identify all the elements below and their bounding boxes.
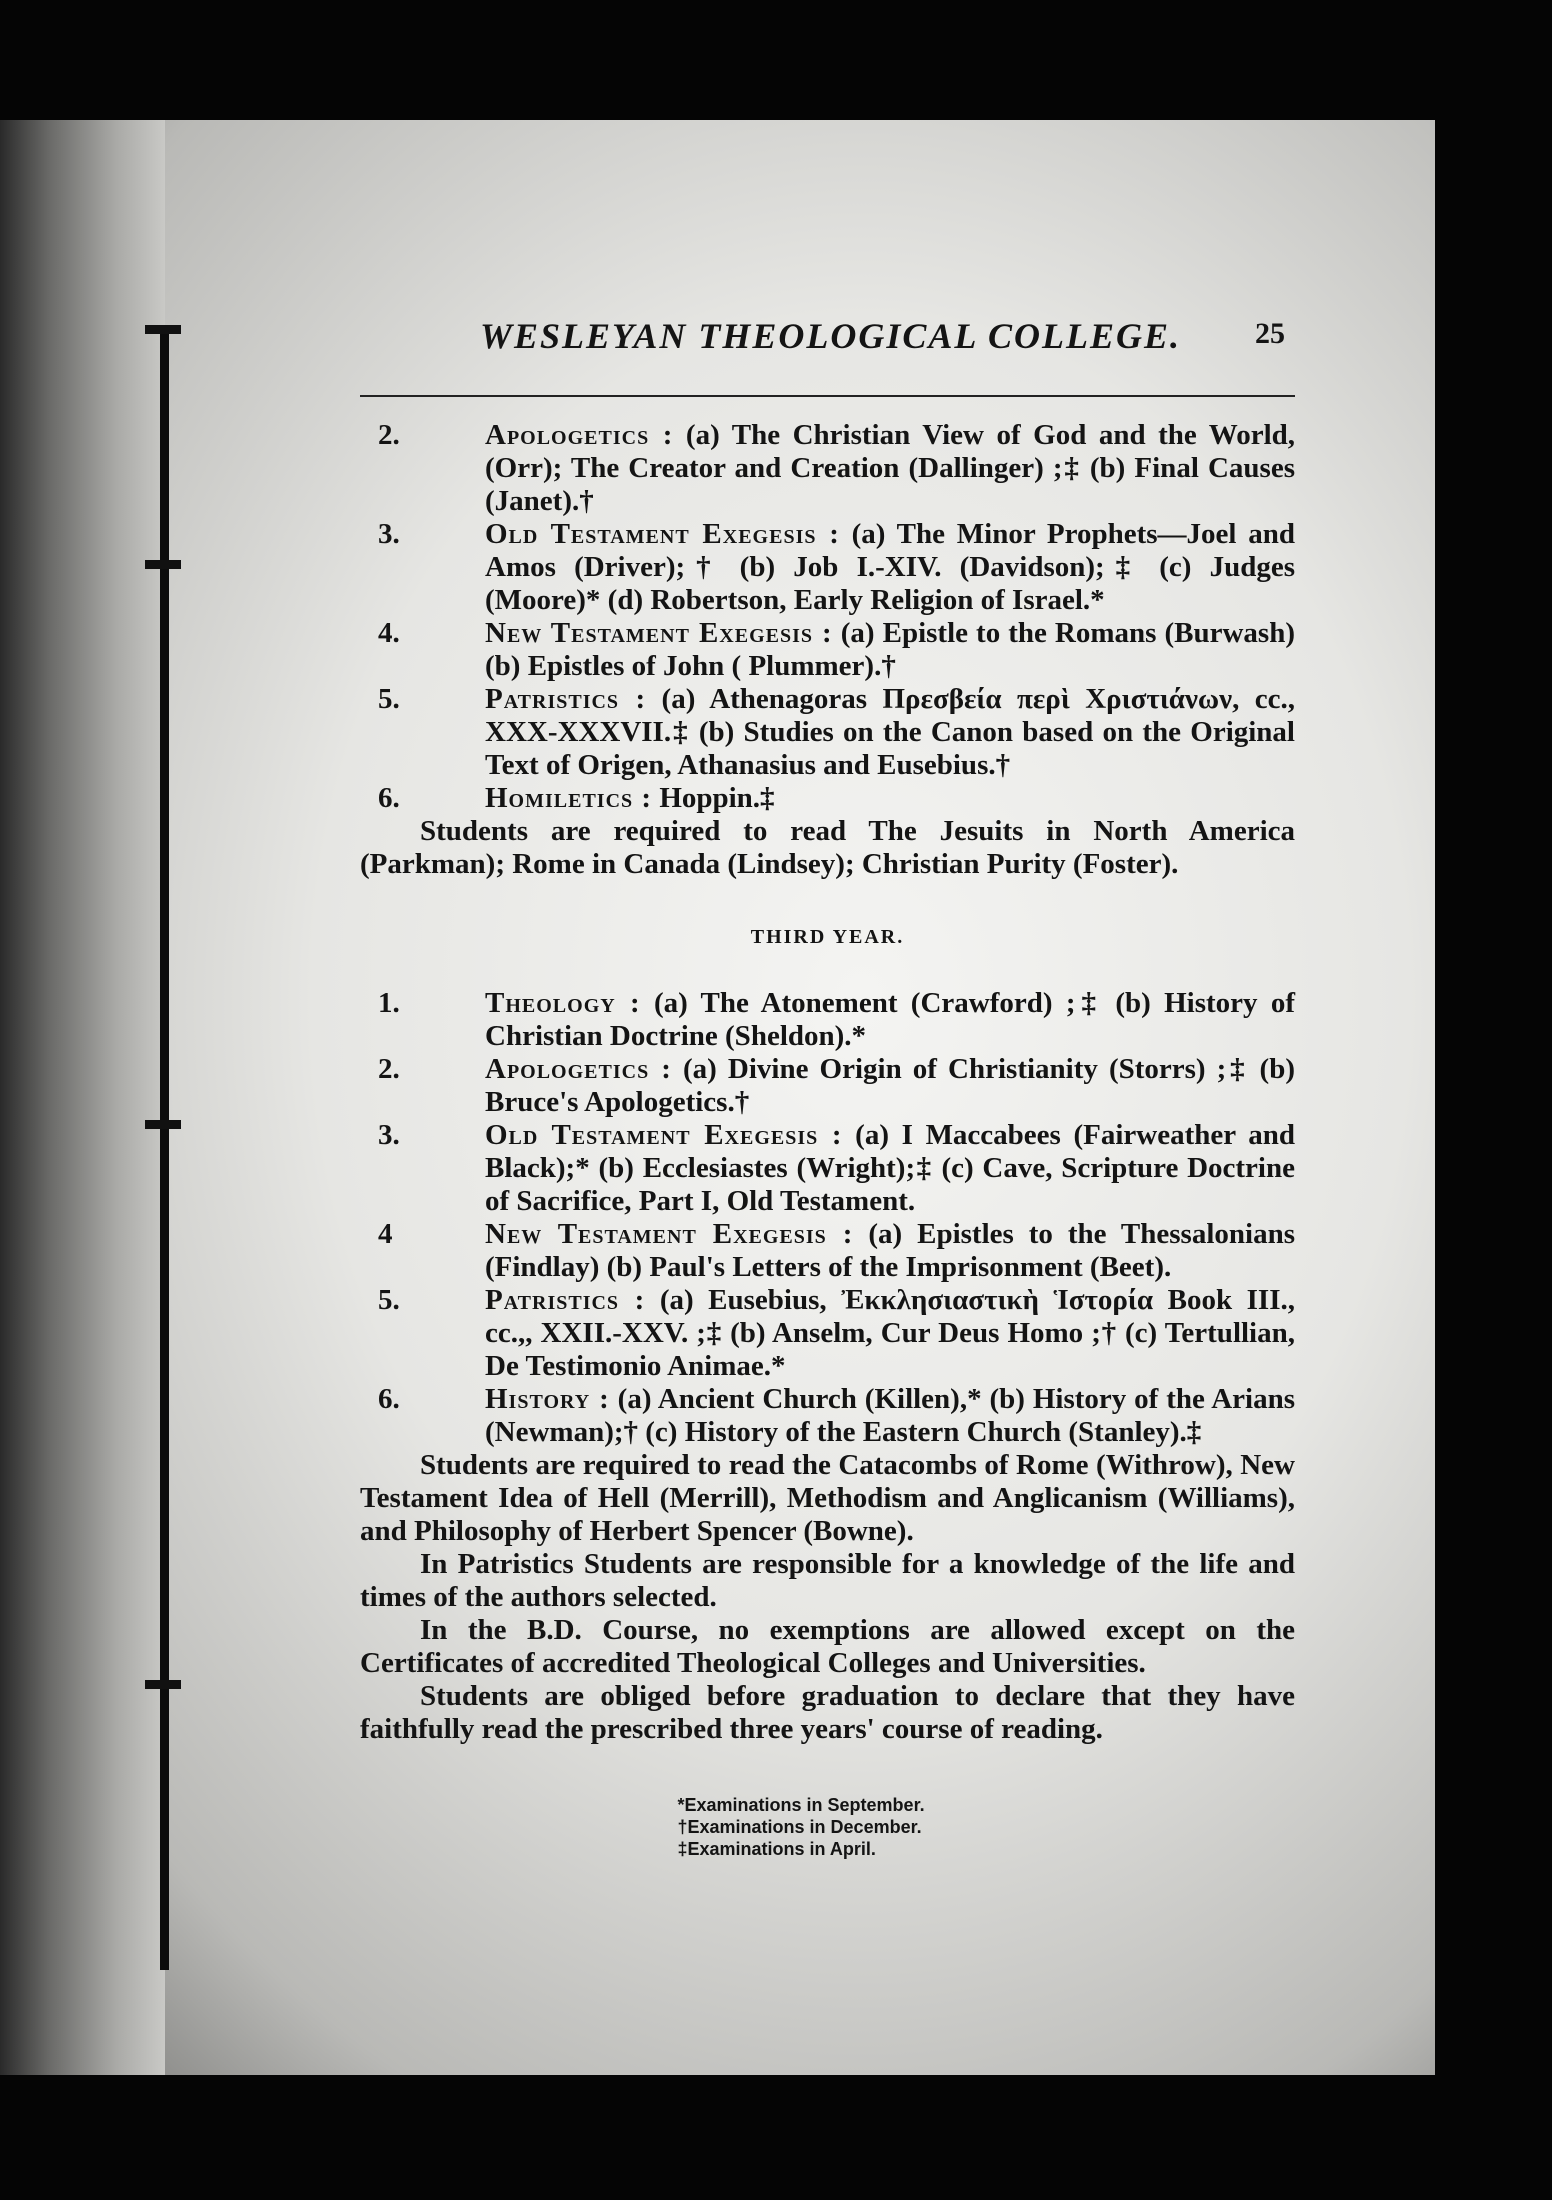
- book-spine: [160, 330, 169, 1970]
- course-entry: [360, 518, 1295, 617]
- footnotes: [360, 1794, 1295, 1860]
- course-entry: [360, 1218, 1295, 1284]
- course-entry: [360, 987, 1295, 1053]
- subject-label: Patristics :: [485, 1284, 646, 1316]
- reading-requirement: Students are required to read The Jesuits in North America (Parkman); Rome in Canada (Lindsey); Christian Purity (Foster).: [360, 815, 1295, 880]
- footnote: ‡Examinations in April.: [677, 1839, 876, 1859]
- course-entry: [360, 1284, 1295, 1383]
- entry-text: (a) Epistles to the Thessalonians (Findlay) (b) Paul's Letters of the Imprisonment (Beet).: [485, 1218, 1295, 1283]
- page-header: [360, 315, 1295, 397]
- course-entry: [360, 419, 1295, 518]
- entry-text: (a) The Christian View of God and the World, (Orr); The Creator and Creation (Dallinger) ;‡ (b) Final Causes (Janet).†: [485, 419, 1296, 517]
- entry-text: (a) I Maccabees (Fairweather and Black);* (b) Ecclesiastes (Wright);‡ (c) Cave, Scripture Doctrine of Sacrifice, Part I, Old Testament.: [485, 1119, 1295, 1217]
- entry-number: 5.: [378, 683, 400, 715]
- course-entry: [360, 1053, 1295, 1119]
- entry-number: 3.: [378, 518, 400, 550]
- second-year-list: [360, 419, 1295, 815]
- entry-text: (a) Divine Origin of Christianity (Storrs) ;‡ (b) Bruce's Apologetics.†: [485, 1053, 1295, 1118]
- subject-label: Apologetics :: [485, 419, 674, 451]
- third-year-list: [360, 987, 1295, 1449]
- entry-number: 2.: [378, 1053, 400, 1085]
- entry-number: 4: [378, 1218, 393, 1250]
- closing-paragraph: In Patristics Students are responsible for a knowledge of the life and times of the authors selected.: [360, 1548, 1295, 1613]
- closing-paragraph: Students are obliged before graduation to declare that they have faithfully read the prescribed three years' course of reading.: [360, 1680, 1295, 1745]
- entry-text: (a) The Atonement (Crawford) ;‡ (b) History of Christian Doctrine (Sheldon).*: [485, 987, 1295, 1052]
- binding-stitch: [145, 325, 181, 334]
- binding-stitch: [145, 1680, 181, 1689]
- course-entry: [360, 1383, 1295, 1449]
- subject-label: Old Testament Exegesis :: [485, 518, 840, 550]
- entry-text: (a) Athenagoras Πρεσβεία περὶ Χριστιάνων, cc., XXX-XXXVII.‡ (b) Studies on the Canon based on the Original Text of Origen, Athanasius and Eusebius.†: [485, 683, 1295, 781]
- entry-text: (a) Epistle to the Romans (Burwash) (b) Epistles of John ( Plummer).†: [485, 617, 1295, 682]
- entry-number: 4.: [378, 617, 400, 649]
- section-title: THIRD YEAR.: [750, 926, 905, 948]
- footnote: †Examinations in December.: [677, 1817, 922, 1837]
- entry-text: Hoppin.‡: [652, 782, 775, 814]
- footnote: *Examinations in September.: [677, 1795, 925, 1815]
- closing-paragraph: Students are required to read the Catacombs of Rome (Withrow), New Testament Idea of Hell (Merrill), Methodism and Anglicanism (Williams), and Philosophy of Herbert Spencer (Bowne).: [360, 1449, 1295, 1547]
- course-entry: [360, 782, 1295, 815]
- entry-number: 3.: [378, 1119, 400, 1151]
- entry-number: 6.: [378, 782, 400, 814]
- entry-number: 2.: [378, 419, 400, 451]
- subject-label: Theology :: [485, 987, 641, 1019]
- entry-text: (a) Eusebius, Ἐκκλησιαστικὴ Ἱστορία Book III., cc.,, XXII.-XXV. ;‡ (b) Anselm, Cur Deus Homo ;† (c) Tertullian, De Testimonio Animae.*: [485, 1284, 1295, 1382]
- subject-label: Apologetics :: [485, 1053, 672, 1085]
- entry-number: 5.: [378, 1284, 400, 1316]
- subject-label: New Testament Exegesis :: [485, 1218, 854, 1250]
- course-entry: [360, 617, 1295, 683]
- course-entry: [360, 1119, 1295, 1218]
- document-page: [360, 315, 1295, 1895]
- subject-label: Homiletics :: [485, 782, 653, 814]
- running-title: WESLEYAN THEOLOGICAL COLLEGE.: [480, 316, 1182, 356]
- subject-label: Old Testament Exegesis :: [485, 1119, 843, 1151]
- binding-stitch: [145, 560, 181, 569]
- entry-text: (a) The Minor Prophets—Joel and Amos (Driver);† (b) Job I.-XIV. (Davidson);‡ (c) Judges (Moore)* (d) Robertson, Early Religion of Israel.*: [485, 518, 1295, 616]
- subject-label: History :: [485, 1383, 610, 1415]
- facing-page-edge: [0, 120, 165, 2075]
- subject-label: Patristics :: [485, 683, 647, 715]
- entry-text: (a) Ancient Church (Killen),* (b) History of the Arians (Newman);† (c) History of the Eastern Church (Stanley).‡: [485, 1383, 1295, 1448]
- course-entry: [360, 683, 1295, 782]
- closing-paragraph: In the B.D. Course, no exemptions are allowed except on the Certificates of accredited Theological Colleges and Universities.: [360, 1614, 1295, 1679]
- entry-number: 1.: [378, 987, 400, 1019]
- page-number: 25: [1255, 317, 1285, 350]
- entry-number: 6.: [378, 1383, 400, 1415]
- subject-label: New Testament Exegesis :: [485, 617, 833, 649]
- binding-stitch: [145, 1120, 181, 1129]
